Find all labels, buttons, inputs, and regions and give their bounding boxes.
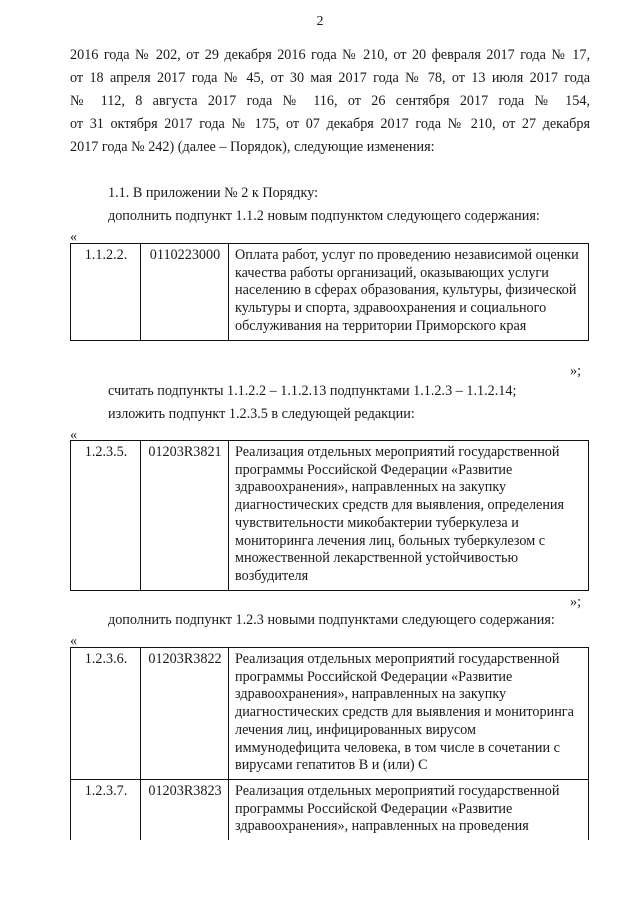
item-1-1: 1.1. В приложении № 2 к Порядку: <box>108 185 319 201</box>
row-description: Реализация отдельных мероприятий государственной программы Российской Федерации «Развитие здравоохранения», направленных на закупку диагностических средств для выявления, определения чувствительности микобактерии туберкулеза и мониторинга лечения лиц, больных туберкулезом с множественной лекарственной устойчивостью возбудителя <box>229 441 589 591</box>
open-quote-2: « <box>70 427 78 443</box>
row-number: 1.2.3.6. <box>71 648 141 780</box>
table-row <box>71 779 589 840</box>
row-description: Реализация отдельных мероприятий государственной программы Российской Федерации «Развитие здравоохранения», направленных на закупку диагностических средств для выявления и мониторинга лечения лиц, инфицированных вирусом иммунодефицита человека, в том числе в сочетании с вирусами гепатитов В и (или) С <box>229 648 589 780</box>
instruction-add-subitems: дополнить подпункт 1.2.3 новыми подпунктами следующего содержания: <box>108 612 555 628</box>
table-row <box>71 441 589 591</box>
instruction-renumber: считать подпункты 1.1.2.2 – 1.1.2.13 подпунктами 1.1.2.3 – 1.1.2.14; <box>108 383 517 399</box>
close-quote-2: »; <box>570 594 582 610</box>
page-number: 2 <box>316 14 324 29</box>
row-number: 1.1.2.2. <box>71 244 141 341</box>
open-quote-1: « <box>70 229 78 245</box>
table-row <box>71 648 589 780</box>
row-description: Реализация отдельных мероприятий государственной программы Российской Федерации «Развитие здравоохранения», направленных на проведения <box>229 779 589 840</box>
table-new-subitems <box>70 647 589 840</box>
budget-code: 01203R3821 <box>141 441 229 591</box>
budget-code: 0110223000 <box>141 244 229 341</box>
instruction-add-subitem: дополнить подпункт 1.1.2 новым подпунктом следующего содержания: <box>108 208 540 224</box>
row-description: Оплата работ, услуг по проведению независимой оценки качества работы организаций, оказывающих услуги населению в сферах образования, культуры, физической культуры и спорта, здравоохранения и социального обслуживания на территории Приморского края <box>229 244 589 341</box>
intro-line-4: от 31 октября 2017 года № 175, от 07 декабря 2017 года № 210, от 27 декабря <box>70 116 590 132</box>
table-row <box>71 244 589 341</box>
intro-line-3: № 112, 8 августа 2017 года № 116, от 26 сентября 2017 года № 154, <box>70 93 590 109</box>
close-quote-1: »; <box>570 363 582 379</box>
intro-line-2: от 18 апреля 2017 года № 45, от 30 мая 2017 года № 78, от 13 июля 2017 года <box>70 70 590 86</box>
intro-line-5: 2017 года № 242) (далее – Порядок), следующие изменения: <box>70 139 435 155</box>
row-number: 1.2.3.7. <box>71 779 141 840</box>
budget-code: 01203R3822 <box>141 648 229 780</box>
row-number: 1.2.3.5. <box>71 441 141 591</box>
instruction-replace: изложить подпункт 1.2.3.5 в следующей редакции: <box>108 406 415 422</box>
intro-line-1: 2016 года № 202, от 29 декабря 2016 года № 210, от 20 февраля 2017 года № 17, <box>70 47 590 63</box>
table-new-subitem <box>70 243 589 341</box>
table-replaced-subitem <box>70 440 589 591</box>
open-quote-3: « <box>70 633 78 649</box>
budget-code: 01203R3823 <box>141 779 229 840</box>
